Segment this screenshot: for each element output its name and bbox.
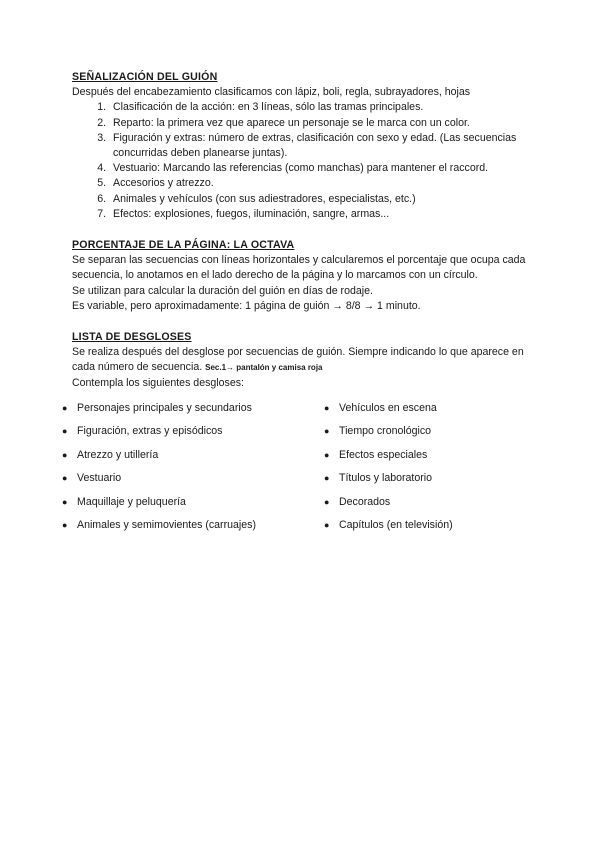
list-item [62, 401, 302, 425]
list-item [324, 448, 564, 472]
item-label: Vestuario [77, 472, 122, 485]
item-label: Maquillaje y peluquería [77, 495, 186, 508]
section-desgloses [62, 330, 542, 532]
bullet-icon: ● [324, 402, 330, 413]
bullet-icon: ● [62, 449, 68, 460]
bullet-icon: ● [324, 520, 330, 531]
section-title: LISTA DE DESGLOSES [72, 331, 192, 344]
list-item [324, 401, 564, 425]
list-item [62, 518, 302, 542]
paragraph [72, 345, 542, 375]
desglose-intro: Se realiza después del desglose por secuencias de guión. Siempre indicando lo que aparece en cada número de secuencia. [72, 346, 524, 374]
bullet-icon: ● [324, 426, 330, 437]
bullet-column-right [324, 401, 564, 542]
section-senalizacion [72, 70, 542, 222]
item-label: Decorados [339, 495, 391, 508]
bullet-icon: ● [62, 473, 68, 484]
bullet-icon: ● [324, 449, 330, 460]
bullet-icon: ● [324, 473, 330, 484]
list-item [62, 471, 302, 495]
list-item [324, 471, 564, 495]
paragraph: Se separan las secuencias con líneas horizontales y calcularemos el porcentaje que ocupa cada secuencia, lo anotamos en el lado derecho de la página y lo marcamos con un círculo. [72, 254, 526, 282]
list-item: 1. Clasificación de la acción: en 3 líneas, sólo las tramas principales. [109, 100, 542, 115]
list-item: 3. Figuración y extras: número de extras, clasificación con sexo y edad. (Las secuencias concurridas deben planearse juntas). [109, 131, 542, 161]
paragraph: Contempla los siguientes desgloses: [72, 376, 244, 389]
paragraph: Es variable, pero aproximadamente: 1 página de guión → 8/8 → 1 minuto. [72, 299, 421, 312]
list-item [62, 448, 302, 472]
classification-list [72, 100, 542, 222]
item-label: Capítulos (en televisión) [339, 519, 453, 532]
bullet-icon: ● [62, 402, 68, 413]
bullet-icon: ● [62, 520, 68, 531]
section-intro: Después del encabezamiento clasificamos con lápiz, boli, regla, subrayadores, hojas [72, 86, 471, 99]
list-item [324, 518, 564, 542]
paragraph: Se utilizan para calcular la duración del guión en días de rodaje. [72, 284, 373, 297]
list-item: 4. Vestuario: Marcando las referencias (como manchas) para mantener el raccord. [109, 161, 542, 176]
item-label: Personajes principales y secundarios [77, 401, 252, 414]
list-item: 5. Accesorios y atrezzo. [109, 176, 542, 191]
list-item: 2. Reparto: la primera vez que aparece un personaje se le marca con un color. [109, 116, 542, 131]
section-title: SEÑALIZACIÓN DEL GUIÓN [72, 71, 218, 83]
document-page [62, 70, 542, 532]
item-label: Animales y semimovientes (carruajes) [77, 519, 256, 532]
list-item [62, 495, 302, 519]
bullet-icon: ● [324, 496, 330, 507]
list-item [324, 495, 564, 519]
item-label: Vehículos en escena [339, 401, 437, 414]
list-item: 7. Efectos: explosiones, fuegos, iluminación, sangre, armas... [109, 207, 542, 222]
list-item [62, 424, 302, 448]
bullet-icon: ● [62, 496, 68, 507]
item-label: Atrezzo y utillería [77, 448, 159, 461]
bullet-icon: ● [62, 426, 68, 437]
list-item: 6. Animales y vehículos (con sus adiestradores, especialistas, etc.) [109, 192, 542, 207]
list-item [324, 424, 564, 448]
section-title: PORCENTAJE DE LA PÁGINA: LA OCTAVA [72, 239, 295, 252]
item-label: Efectos especiales [339, 448, 428, 461]
section-porcentaje [72, 238, 542, 314]
bullet-column-left [62, 401, 302, 542]
item-label: Títulos y laboratorio [339, 472, 433, 485]
item-label: Figuración, extras y episódicos [77, 425, 223, 438]
item-label: Tiempo cronológico [339, 425, 432, 438]
sequence-note: Sec.1→ pantalón y camisa roja [205, 363, 323, 373]
